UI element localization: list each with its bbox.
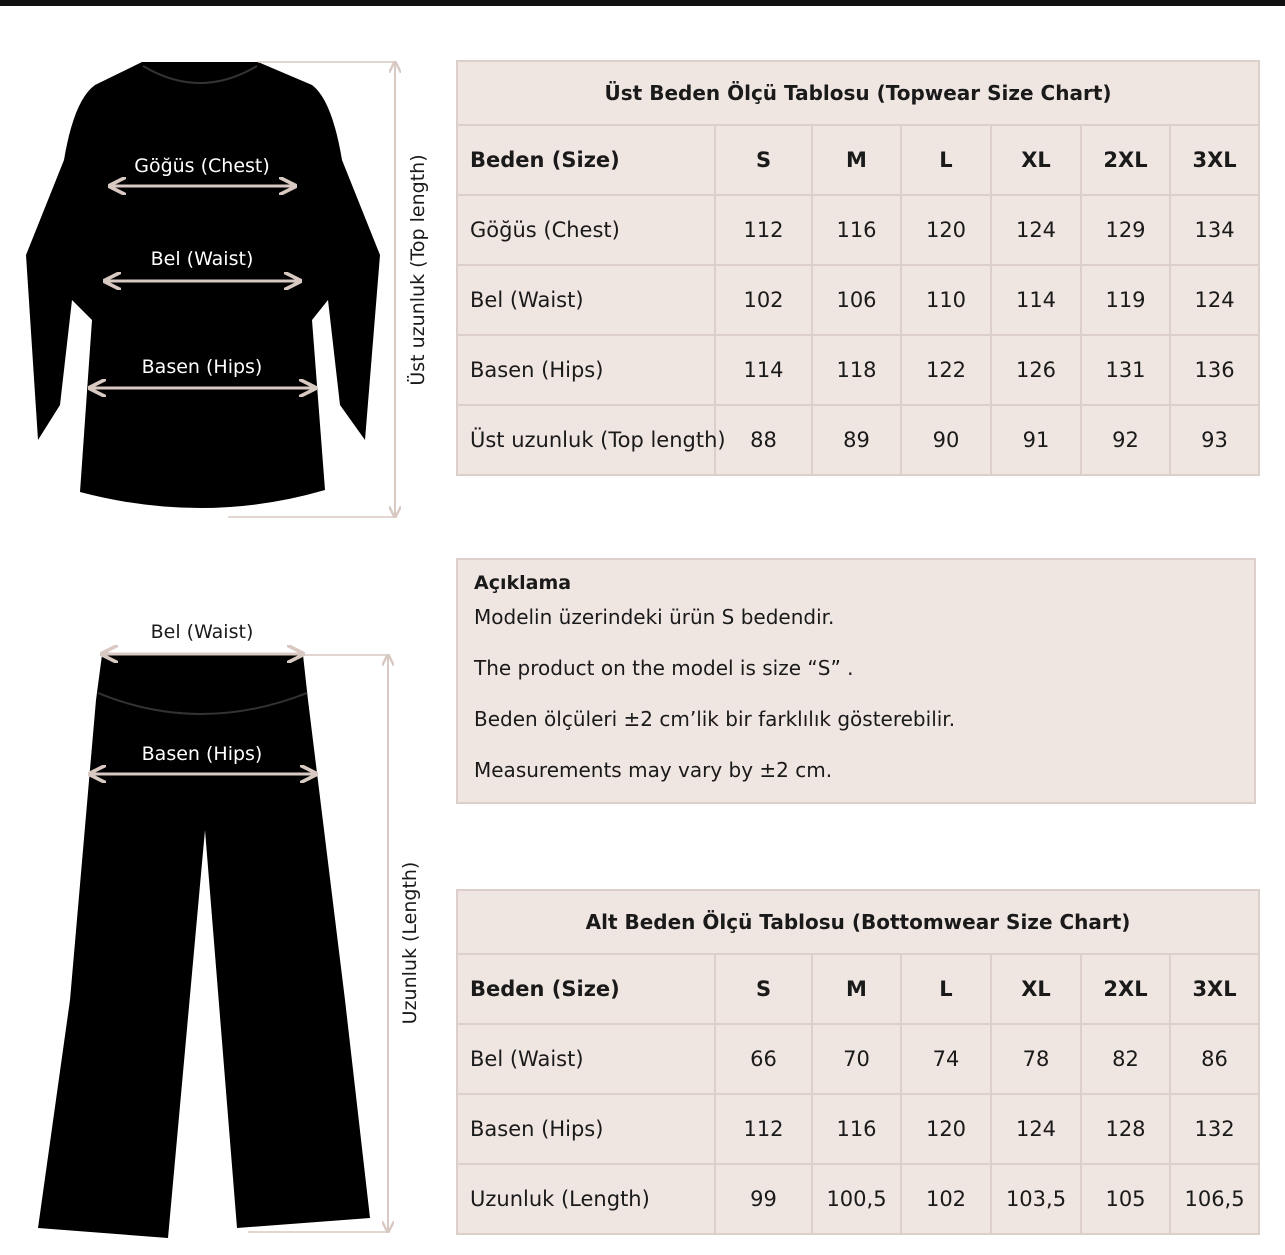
table-cell: 114 bbox=[715, 335, 812, 405]
size-col-header: 2XL bbox=[1081, 125, 1170, 195]
row-label: Uzunluk (Length) bbox=[457, 1164, 715, 1234]
bottomwear-table-title: Alt Beden Ölçü Tablosu (Bottomwear Size Chart) bbox=[457, 890, 1259, 954]
top-length-label: Üst uzunluk (Top length) bbox=[407, 154, 429, 386]
table-cell: 124 bbox=[991, 1094, 1081, 1164]
bottomwear-header-row bbox=[457, 954, 1259, 1024]
size-col-header: 2XL bbox=[1081, 954, 1170, 1024]
bottom-length-label: Uzunluk (Length) bbox=[399, 861, 421, 1025]
table-cell: 82 bbox=[1081, 1024, 1170, 1094]
bottom-waist-label: Bel (Waist) bbox=[150, 621, 254, 643]
table-cell: 124 bbox=[1170, 265, 1259, 335]
bottom-hips-label: Basen (Hips) bbox=[141, 743, 263, 765]
table-cell: 118 bbox=[812, 335, 901, 405]
size-header-label: Beden (Size) bbox=[457, 954, 715, 1024]
table-cell: 119 bbox=[1081, 265, 1170, 335]
table-cell: 90 bbox=[901, 405, 991, 475]
table-cell: 129 bbox=[1081, 195, 1170, 265]
table-row bbox=[457, 1024, 1259, 1094]
table-row bbox=[457, 1094, 1259, 1164]
table-cell: 78 bbox=[991, 1024, 1081, 1094]
hips-label: Basen (Hips) bbox=[141, 356, 263, 378]
table-cell: 86 bbox=[1170, 1024, 1259, 1094]
table-cell: 100,5 bbox=[812, 1164, 901, 1234]
table-row bbox=[457, 265, 1259, 335]
table-cell: 120 bbox=[901, 195, 991, 265]
table-row bbox=[457, 405, 1259, 475]
table-cell: 124 bbox=[991, 195, 1081, 265]
size-col-header: S bbox=[715, 954, 812, 1024]
waist-label: Bel (Waist) bbox=[150, 248, 254, 270]
row-label: Bel (Waist) bbox=[457, 265, 715, 335]
note-line: The product on the model is size “S” . bbox=[474, 656, 854, 680]
table-cell: 116 bbox=[812, 195, 901, 265]
table-cell: 89 bbox=[812, 405, 901, 475]
table-cell: 88 bbox=[715, 405, 812, 475]
table-row bbox=[457, 1164, 1259, 1234]
table-cell: 92 bbox=[1081, 405, 1170, 475]
topwear-table-title: Üst Beden Ölçü Tablosu (Topwear Size Chart) bbox=[457, 61, 1259, 125]
topwear-header-row bbox=[457, 125, 1259, 195]
table-cell: 103,5 bbox=[991, 1164, 1081, 1234]
table-cell: 74 bbox=[901, 1024, 991, 1094]
table-cell: 114 bbox=[991, 265, 1081, 335]
chest-label: Göğüs (Chest) bbox=[134, 155, 270, 177]
note-line: Measurements may vary by ±2 cm. bbox=[474, 758, 833, 782]
table-cell: 112 bbox=[715, 195, 812, 265]
size-header-label: Beden (Size) bbox=[457, 125, 715, 195]
size-col-header: S bbox=[715, 125, 812, 195]
table-cell: 110 bbox=[901, 265, 991, 335]
table-cell: 99 bbox=[715, 1164, 812, 1234]
note-line: Modelin üzerindeki ürün S bedendir. bbox=[474, 605, 835, 629]
topwear-size-table bbox=[456, 60, 1260, 476]
bottomwear-illustration bbox=[0, 0, 450, 1255]
table-cell: 102 bbox=[901, 1164, 991, 1234]
table-cell: 136 bbox=[1170, 335, 1259, 405]
table-cell: 91 bbox=[991, 405, 1081, 475]
size-col-header: 3XL bbox=[1170, 954, 1259, 1024]
table-cell: 102 bbox=[715, 265, 812, 335]
table-cell: 105 bbox=[1081, 1164, 1170, 1234]
note-line: Beden ölçüleri ±2 cm’lik bir farklılık gösterebilir. bbox=[474, 707, 956, 731]
table-cell: 128 bbox=[1081, 1094, 1170, 1164]
size-col-header: M bbox=[812, 125, 901, 195]
size-col-header: 3XL bbox=[1170, 125, 1259, 195]
description-note bbox=[456, 558, 1256, 804]
table-cell: 66 bbox=[715, 1024, 812, 1094]
table-cell: 134 bbox=[1170, 195, 1259, 265]
size-col-header: L bbox=[901, 125, 991, 195]
bottomwear-size-table bbox=[456, 889, 1260, 1235]
row-label: Basen (Hips) bbox=[457, 335, 715, 405]
note-title: Açıklama bbox=[474, 572, 572, 594]
size-col-header: XL bbox=[991, 954, 1081, 1024]
table-cell: 120 bbox=[901, 1094, 991, 1164]
table-row bbox=[457, 195, 1259, 265]
table-cell: 106 bbox=[812, 265, 901, 335]
size-col-header: M bbox=[812, 954, 901, 1024]
table-cell: 70 bbox=[812, 1024, 901, 1094]
row-label: Üst uzunluk (Top length) bbox=[457, 405, 715, 475]
row-label: Basen (Hips) bbox=[457, 1094, 715, 1164]
table-cell: 122 bbox=[901, 335, 991, 405]
table-cell: 116 bbox=[812, 1094, 901, 1164]
table-cell: 132 bbox=[1170, 1094, 1259, 1164]
table-cell: 112 bbox=[715, 1094, 812, 1164]
table-row bbox=[457, 335, 1259, 405]
size-col-header: XL bbox=[991, 125, 1081, 195]
row-label: Göğüs (Chest) bbox=[457, 195, 715, 265]
table-cell: 126 bbox=[991, 335, 1081, 405]
table-cell: 93 bbox=[1170, 405, 1259, 475]
table-cell: 106,5 bbox=[1170, 1164, 1259, 1234]
row-label: Bel (Waist) bbox=[457, 1024, 715, 1094]
table-cell: 131 bbox=[1081, 335, 1170, 405]
size-col-header: L bbox=[901, 954, 991, 1024]
